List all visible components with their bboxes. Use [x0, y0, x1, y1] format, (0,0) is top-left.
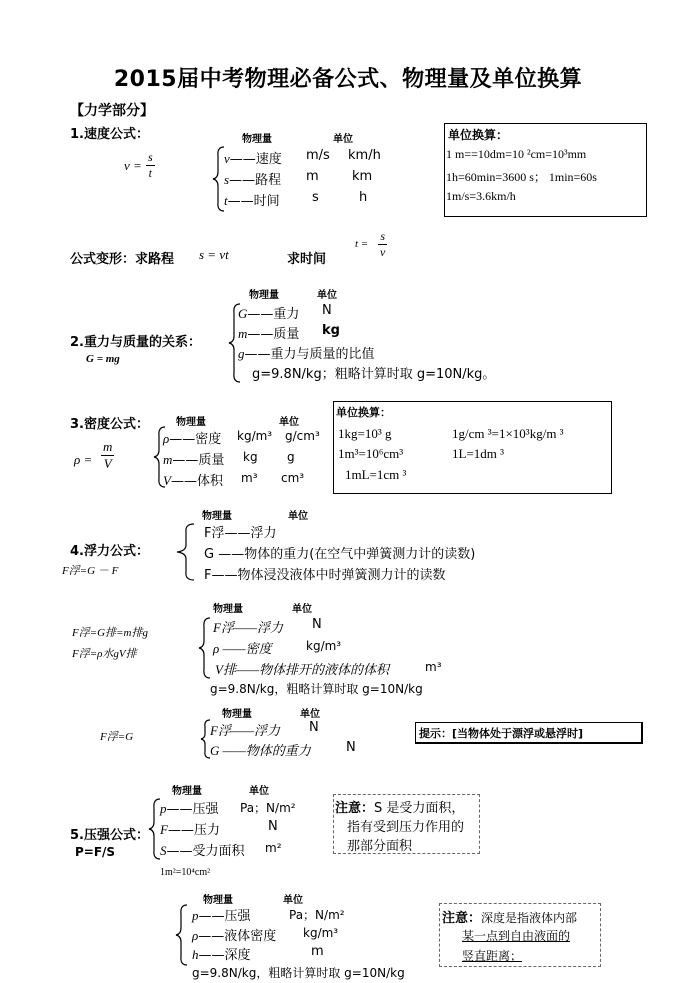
buoyancy-row: V排——物体排开的液体的体积 [215, 662, 390, 677]
buoyancy-heading: 4.浮力公式： [70, 544, 149, 559]
density-row: V——体积 [163, 473, 223, 489]
unit-cell: km/h [348, 148, 381, 163]
unit-cell: h [359, 190, 368, 205]
unit-cell: m [311, 944, 324, 959]
conversion-title: 单位换算： [336, 406, 391, 419]
page-title: 2015届中考物理必备公式、物理量及单位换算 [113, 67, 583, 92]
section-heading: 【力学部分】 [70, 103, 154, 119]
buoyancy-formula-3: F浮=G [100, 731, 134, 743]
density-fraction [101, 439, 114, 472]
pressure-note-line: 注意：S 是受力面积， [335, 801, 465, 816]
unit-cell: m [306, 169, 319, 184]
liquid-pressure-row: ρ——液体密度 [192, 928, 277, 944]
conversion-line: 1kg=10³ g [338, 426, 392, 441]
col-qty-header: 物理量 [222, 709, 252, 720]
col-qty-header: 物理量 [176, 417, 206, 428]
col-unit-header: 单位 [317, 290, 337, 301]
denominator: V [101, 455, 114, 472]
buoyancy-row: F——物体浸没液体中时弹簧测力计的读数 [204, 568, 446, 583]
unit-cell: kg/m³ [306, 639, 342, 653]
unit-cell: cm³ [281, 471, 305, 485]
buoyancy-row: F浮——浮力 [204, 526, 277, 541]
unit-cell: km [352, 169, 373, 184]
liquid-pressure-row: p——压强 [192, 908, 251, 924]
numerator: m [103, 439, 113, 454]
col-unit-header: 单位 [333, 134, 353, 145]
liquid-pressure-row: h——深度 [192, 947, 251, 963]
col-unit-header: 单位 [279, 417, 299, 428]
unit-cell: N [309, 720, 319, 735]
density-formula-lhs: ρ = [74, 452, 93, 467]
col-qty-header: 物理量 [249, 290, 279, 301]
unit-cell: N [312, 617, 322, 632]
denominator: v [380, 245, 386, 259]
brace-icon [175, 904, 189, 966]
speed-heading: 1.速度公式： [70, 127, 149, 142]
variant-label: 公式变形：求路程 [70, 252, 175, 267]
unit-cell: s [312, 190, 319, 205]
buoyancy-formula-2a: F浮=G排=m排g [72, 627, 148, 639]
conversion-line: 1 m==10dm=10 ²cm=10³mm [446, 147, 587, 161]
depth-note-line: 某一点到自由液面的 [462, 929, 571, 943]
conversion-line: 1mL=1cm ³ [345, 467, 407, 482]
col-unit-header: 单位 [249, 786, 269, 797]
conversion-line: 1L=1dm ³ [452, 446, 505, 461]
unit-cell: kg [243, 450, 258, 464]
variant-time-lhs: t = [355, 238, 369, 250]
speed-formula-lhs: v = [124, 158, 142, 173]
density-row: m——质量 [163, 452, 225, 468]
speed-row: v——速度 [224, 151, 282, 167]
col-qty-header: 物理量 [172, 786, 202, 797]
col-qty-header: 物理量 [213, 604, 243, 615]
gravity-heading: 2.重力与质量的关系： [70, 335, 201, 350]
liquid-pressure-note: g=9.8N/kg，粗略计算时取 g=10N/kg [192, 966, 405, 980]
unit-cell: g/cm³ [285, 429, 320, 443]
depth-note-line: 注意：深度是指液体内部 [442, 911, 578, 926]
pressure-area-conversion: 1m²=10⁴cm² [160, 867, 211, 878]
unit-cell: Pa；N/m² [240, 801, 296, 815]
col-unit-header: 单位 [283, 895, 303, 906]
gravity-formula: G = mg [86, 353, 120, 365]
buoyancy-note: g=9.8N/kg，粗略计算时取 g=10N/kg [210, 682, 423, 696]
buoyancy-row: ρ ——密度 [213, 641, 272, 656]
unit-cell: kg/m³ [237, 429, 273, 443]
variant-time-label: 求时间 [287, 252, 327, 267]
conversion-line: 1m/s=3.6km/h [446, 189, 516, 203]
tip-text: 提示：[当物体处于漂浮或悬浮时] [419, 727, 584, 740]
pressure-heading: 5.压强公式： [70, 828, 149, 843]
buoyancy-row: G ——物体的重力 [210, 743, 311, 758]
density-heading: 3.密度公式： [70, 417, 149, 432]
speed-row: s——路程 [224, 172, 282, 188]
unit-cell: N [322, 303, 332, 318]
col-qty-header: 物理量 [242, 134, 272, 145]
unit-cell: N [346, 740, 356, 755]
unit-cell: Pa；N/m² [289, 908, 345, 922]
unit-cell: m/s [306, 148, 330, 163]
col-qty-header: 物理量 [203, 895, 233, 906]
speed-formula-fraction [146, 150, 155, 181]
pressure-note-line: 那部分面积 [347, 839, 413, 854]
pressure-row: F——压力 [160, 822, 220, 838]
pressure-row: p——压强 [160, 801, 219, 817]
brace-icon [198, 617, 212, 679]
col-unit-header: 单位 [288, 511, 308, 522]
unit-cell: kg/m³ [303, 926, 339, 940]
speed-row: t——时间 [224, 193, 280, 209]
conversion-title: 单位换算： [448, 128, 509, 142]
unit-cell: m³ [425, 660, 442, 674]
speed-numerator: s [148, 150, 153, 164]
col-unit-header: 单位 [292, 604, 312, 615]
buoyancy-row: F浮——浮力 [210, 723, 281, 738]
buoyancy-row: G ——物体的重力(在空气中弹簧测力计的读数) [204, 547, 476, 562]
speed-denominator: t [146, 165, 155, 181]
pressure-note-line: 指有受到压力作用的 [347, 820, 465, 835]
col-qty-header: 物理量 [202, 511, 232, 522]
col-unit-header: 单位 [300, 709, 320, 720]
numerator: s [380, 229, 385, 243]
pressure-formula: P=F/S [75, 845, 116, 859]
gravity-note: g=9.8N/kg；粗略计算时取 g=10N/kg。 [252, 367, 496, 382]
gravity-row: g——重力与质量的比值 [238, 346, 375, 362]
gravity-row: G——重力 [238, 306, 300, 322]
variant-time-fraction [378, 229, 387, 260]
buoyancy-formula-1: F浮=G － F [62, 565, 119, 577]
variant-distance-formula: s = vt [199, 247, 229, 262]
unit-cell: m² [265, 841, 282, 855]
gravity-row: m——质量 [238, 326, 300, 342]
buoyancy-row: F浮——浮力 [213, 620, 284, 635]
brace-icon [176, 523, 196, 581]
conversion-line: 1h=60min=3600 s； 1min=60s [446, 170, 597, 184]
depth-note-line: 竖直距离； [462, 949, 523, 963]
pressure-row: S——受力面积 [160, 843, 245, 859]
buoyancy-formula-2b: F浮=ρ水gV排 [72, 648, 137, 660]
conversion-line: 1m³=10⁶cm³ [338, 446, 404, 461]
unit-cell: g [287, 450, 295, 464]
conversion-line: 1g/cm ³=1×10³kg/m ³ [452, 426, 564, 441]
unit-cell: m³ [241, 471, 258, 485]
density-row: ρ——密度 [163, 431, 222, 447]
unit-cell: kg [322, 323, 340, 338]
unit-cell: N [268, 819, 278, 834]
